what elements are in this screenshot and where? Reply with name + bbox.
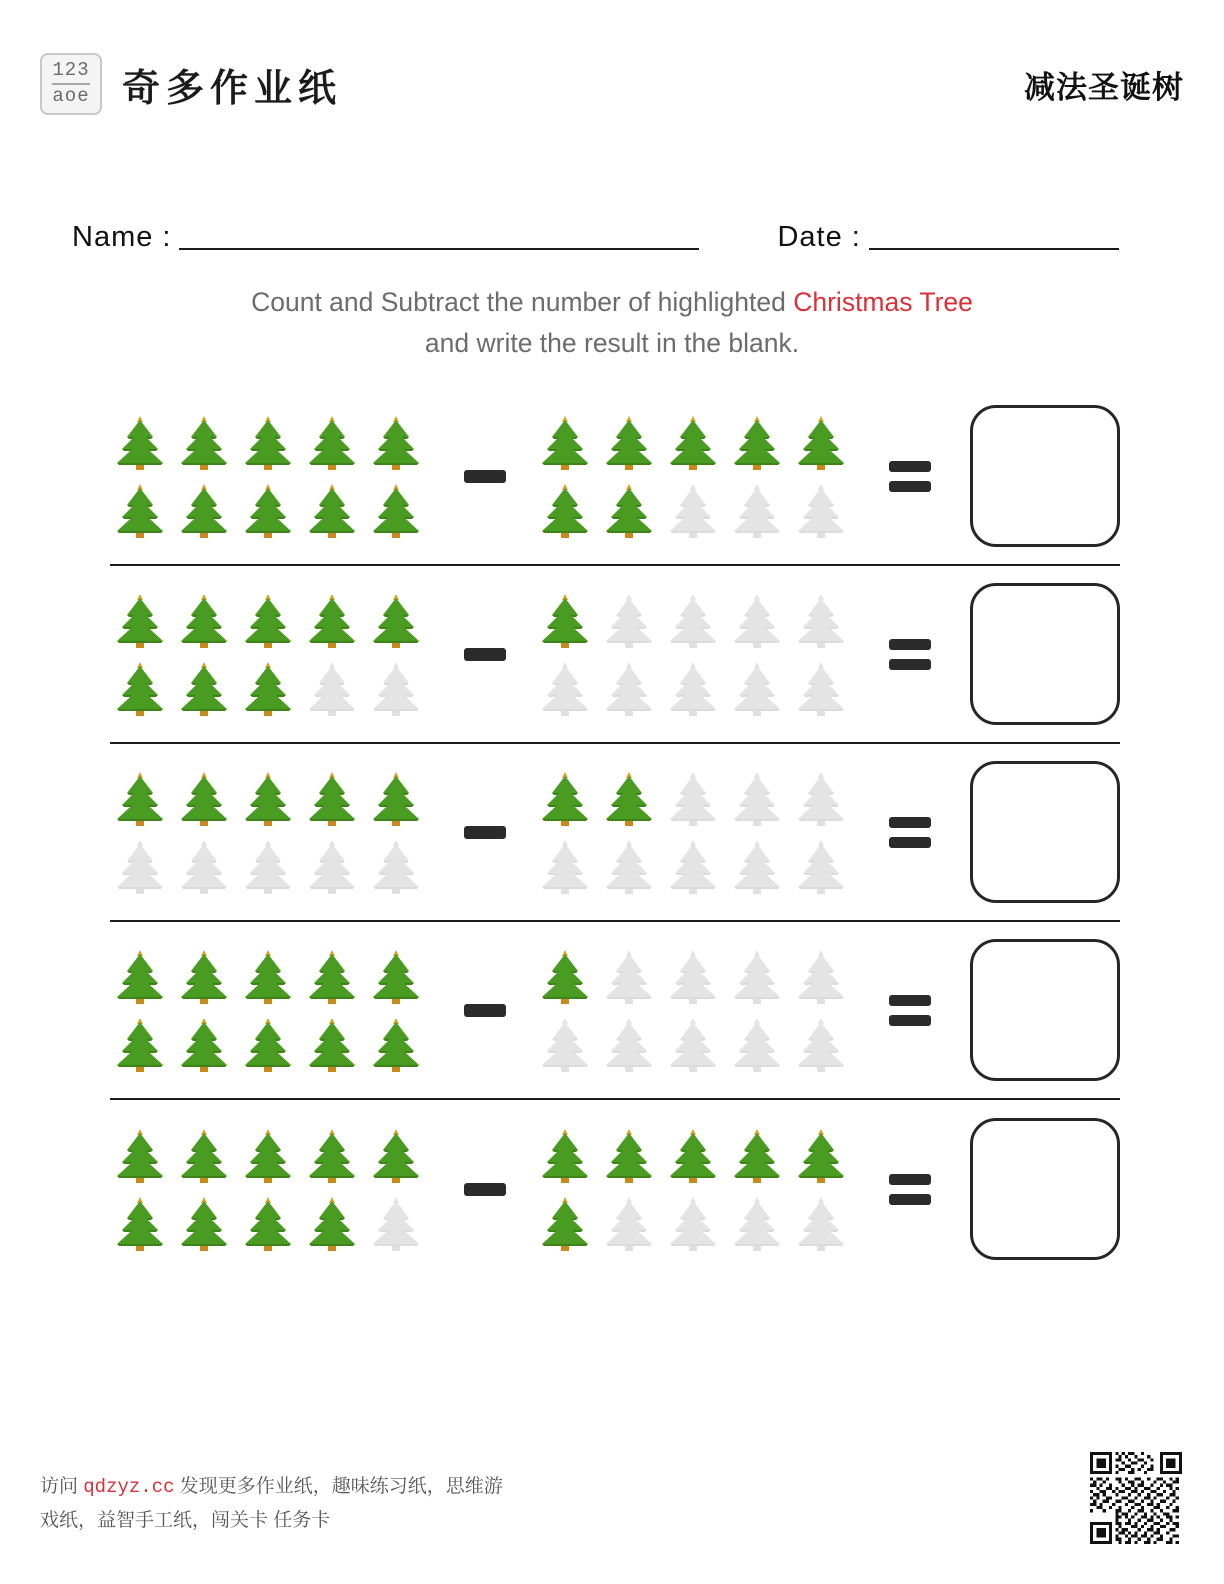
tree-line-bottom — [535, 477, 861, 543]
date-input-line[interactable] — [869, 248, 1119, 250]
christmas-tree-icon — [599, 657, 659, 719]
christmas-tree-icon — [599, 835, 659, 897]
christmas-tree-icon — [174, 1124, 234, 1186]
equals-operator — [861, 461, 960, 492]
answer-input-box[interactable] — [970, 405, 1120, 547]
christmas-tree-icon — [302, 767, 362, 829]
christmas-tree-icon — [727, 411, 787, 473]
christmas-tree-icon — [535, 767, 595, 829]
qr-code-icon — [1090, 1452, 1182, 1544]
tree-line-top — [535, 409, 861, 475]
christmas-tree-icon — [238, 1124, 298, 1186]
christmas-tree-icon — [535, 479, 595, 541]
christmas-tree-icon — [366, 767, 426, 829]
christmas-tree-icon — [110, 1124, 170, 1186]
christmas-tree-icon — [599, 1124, 659, 1186]
subtrahend-tree-group — [535, 587, 861, 721]
tree-line-top — [535, 587, 861, 653]
christmas-tree-icon — [791, 589, 851, 651]
subtrahend-tree-group — [535, 1122, 861, 1256]
minus-operator — [436, 470, 535, 483]
minuend-tree-group — [110, 1122, 436, 1256]
christmas-tree-icon — [174, 945, 234, 1007]
tree-line-bottom — [110, 655, 436, 721]
christmas-tree-icon — [663, 945, 723, 1007]
christmas-tree-icon — [110, 411, 170, 473]
instruction-text — [0, 282, 1224, 364]
christmas-tree-icon — [791, 945, 851, 1007]
christmas-tree-icon — [302, 479, 362, 541]
logo-badge-icon — [40, 53, 102, 115]
christmas-tree-icon — [727, 1013, 787, 1075]
equals-icon — [889, 461, 931, 492]
christmas-tree-icon — [663, 767, 723, 829]
christmas-tree-icon — [366, 479, 426, 541]
minus-operator — [436, 648, 535, 661]
christmas-tree-icon — [791, 835, 851, 897]
christmas-tree-icon — [366, 835, 426, 897]
minus-icon — [464, 470, 506, 483]
subtrahend-tree-group — [535, 765, 861, 899]
footer-note — [40, 1470, 503, 1538]
christmas-tree-icon — [238, 479, 298, 541]
christmas-tree-icon — [238, 945, 298, 1007]
tree-line-top — [110, 587, 436, 653]
minus-icon — [464, 648, 506, 661]
christmas-tree-icon — [727, 657, 787, 719]
christmas-tree-icon — [663, 411, 723, 473]
equals-icon — [889, 1174, 931, 1205]
christmas-tree-icon — [535, 411, 595, 473]
tree-line-bottom — [110, 1190, 436, 1256]
christmas-tree-icon — [663, 479, 723, 541]
christmas-tree-icon — [366, 1013, 426, 1075]
tree-line-bottom — [110, 833, 436, 899]
instruction-part-1: Count and Subtract the number of highlighted — [251, 287, 794, 317]
christmas-tree-icon — [110, 835, 170, 897]
christmas-tree-icon — [727, 479, 787, 541]
problem-row — [110, 744, 1120, 922]
page-header — [40, 48, 1184, 120]
answer-input-box[interactable] — [970, 761, 1120, 903]
instruction-highlight: Christmas Tree — [793, 287, 973, 317]
christmas-tree-icon — [663, 835, 723, 897]
christmas-tree-icon — [791, 1124, 851, 1186]
answer-input-box[interactable] — [970, 939, 1120, 1081]
christmas-tree-icon — [174, 657, 234, 719]
subtrahend-tree-group — [535, 409, 861, 543]
christmas-tree-icon — [110, 589, 170, 651]
christmas-tree-icon — [110, 767, 170, 829]
problem-row — [110, 922, 1120, 1100]
instruction-part-2: and write the result in the blank. — [424, 328, 800, 359]
christmas-tree-icon — [302, 1013, 362, 1075]
tree-line-bottom — [110, 1011, 436, 1077]
minus-operator — [436, 1004, 535, 1017]
christmas-tree-icon — [174, 1013, 234, 1075]
christmas-tree-icon — [791, 767, 851, 829]
tree-line-bottom — [535, 833, 861, 899]
christmas-tree-icon — [366, 1124, 426, 1186]
christmas-tree-icon — [663, 589, 723, 651]
christmas-tree-icon — [174, 835, 234, 897]
tree-line-bottom — [535, 655, 861, 721]
christmas-tree-icon — [110, 479, 170, 541]
christmas-tree-icon — [302, 1192, 362, 1254]
problem-list — [110, 388, 1120, 1278]
christmas-tree-icon — [535, 589, 595, 651]
christmas-tree-icon — [238, 767, 298, 829]
christmas-tree-icon — [302, 589, 362, 651]
christmas-tree-icon — [366, 1192, 426, 1254]
footer-line-1 — [40, 1470, 503, 1504]
date-label: Date : — [777, 221, 861, 253]
problem-row — [110, 388, 1120, 566]
christmas-tree-icon — [599, 1192, 659, 1254]
tree-line-top — [535, 765, 861, 831]
tree-line-bottom — [535, 1011, 861, 1077]
christmas-tree-icon — [238, 1192, 298, 1254]
problem-row — [110, 1100, 1120, 1278]
christmas-tree-icon — [535, 1013, 595, 1075]
christmas-tree-icon — [663, 1124, 723, 1186]
christmas-tree-icon — [174, 479, 234, 541]
equals-operator — [861, 1174, 960, 1205]
tree-line-bottom — [110, 477, 436, 543]
christmas-tree-icon — [366, 411, 426, 473]
christmas-tree-icon — [238, 589, 298, 651]
christmas-tree-icon — [110, 657, 170, 719]
christmas-tree-icon — [663, 657, 723, 719]
tree-line-bottom — [535, 1190, 861, 1256]
logo-line-1: 123 — [52, 59, 90, 82]
answer-input-box[interactable] — [970, 1118, 1120, 1260]
christmas-tree-icon — [599, 479, 659, 541]
footer-line-2: 戏纸，益智手工纸，闯关卡 任务卡 — [40, 1509, 331, 1531]
christmas-tree-icon — [535, 1192, 595, 1254]
problem-row — [110, 566, 1120, 744]
minus-icon — [464, 1183, 506, 1196]
christmas-tree-icon — [535, 1124, 595, 1186]
christmas-tree-icon — [727, 589, 787, 651]
minus-operator — [436, 1183, 535, 1196]
christmas-tree-icon — [366, 589, 426, 651]
christmas-tree-icon — [302, 657, 362, 719]
name-input-line[interactable] — [179, 248, 699, 250]
minuend-tree-group — [110, 409, 436, 543]
minus-icon — [464, 826, 506, 839]
christmas-tree-icon — [535, 945, 595, 1007]
christmas-tree-icon — [599, 945, 659, 1007]
christmas-tree-icon — [174, 767, 234, 829]
christmas-tree-icon — [238, 835, 298, 897]
christmas-tree-icon — [535, 657, 595, 719]
christmas-tree-icon — [110, 945, 170, 1007]
christmas-tree-icon — [238, 1013, 298, 1075]
equals-icon — [889, 639, 931, 670]
christmas-tree-icon — [302, 1124, 362, 1186]
christmas-tree-icon — [535, 835, 595, 897]
christmas-tree-icon — [663, 1013, 723, 1075]
minuend-tree-group — [110, 765, 436, 899]
footer-site-link[interactable]: qdzyz.cc — [83, 1475, 175, 1498]
christmas-tree-icon — [238, 411, 298, 473]
tree-line-top — [110, 765, 436, 831]
christmas-tree-icon — [302, 411, 362, 473]
christmas-tree-icon — [599, 1013, 659, 1075]
equals-icon — [889, 995, 931, 1026]
name-date-row — [72, 212, 1166, 256]
tree-line-top — [535, 943, 861, 1009]
christmas-tree-icon — [110, 1192, 170, 1254]
christmas-tree-icon — [174, 589, 234, 651]
christmas-tree-icon — [791, 657, 851, 719]
christmas-tree-icon — [110, 1013, 170, 1075]
equals-operator — [861, 639, 960, 670]
minus-icon — [464, 1004, 506, 1017]
christmas-tree-icon — [366, 657, 426, 719]
christmas-tree-icon — [302, 835, 362, 897]
christmas-tree-icon — [174, 1192, 234, 1254]
christmas-tree-icon — [599, 589, 659, 651]
logo-line-2: aoe — [52, 85, 90, 107]
christmas-tree-icon — [727, 767, 787, 829]
tree-line-top — [110, 943, 436, 1009]
christmas-tree-icon — [727, 1192, 787, 1254]
christmas-tree-icon — [727, 1124, 787, 1186]
christmas-tree-icon — [791, 479, 851, 541]
equals-icon — [889, 817, 931, 848]
minus-operator — [436, 826, 535, 839]
equals-operator — [861, 817, 960, 848]
worksheet-title: 减法圣诞树 — [1024, 69, 1184, 105]
subtrahend-tree-group — [535, 943, 861, 1077]
christmas-tree-icon — [302, 945, 362, 1007]
answer-input-box[interactable] — [970, 583, 1120, 725]
christmas-tree-icon — [663, 1192, 723, 1254]
footer-prefix: 访问 — [40, 1475, 84, 1497]
christmas-tree-icon — [727, 835, 787, 897]
christmas-tree-icon — [791, 411, 851, 473]
christmas-tree-icon — [238, 657, 298, 719]
tree-line-top — [110, 409, 436, 475]
name-label: Name : — [72, 221, 172, 253]
christmas-tree-icon — [599, 767, 659, 829]
christmas-tree-icon — [791, 1013, 851, 1075]
minuend-tree-group — [110, 587, 436, 721]
christmas-tree-icon — [599, 411, 659, 473]
footer-suffix: 发现更多作业纸，趣味练习纸，思维游 — [174, 1475, 503, 1497]
tree-line-top — [535, 1122, 861, 1188]
christmas-tree-icon — [174, 411, 234, 473]
tree-line-top — [110, 1122, 436, 1188]
christmas-tree-icon — [727, 945, 787, 1007]
minuend-tree-group — [110, 943, 436, 1077]
christmas-tree-icon — [791, 1192, 851, 1254]
brand-title: 奇多作业纸 — [122, 67, 343, 110]
christmas-tree-icon — [366, 945, 426, 1007]
equals-operator — [861, 995, 960, 1026]
